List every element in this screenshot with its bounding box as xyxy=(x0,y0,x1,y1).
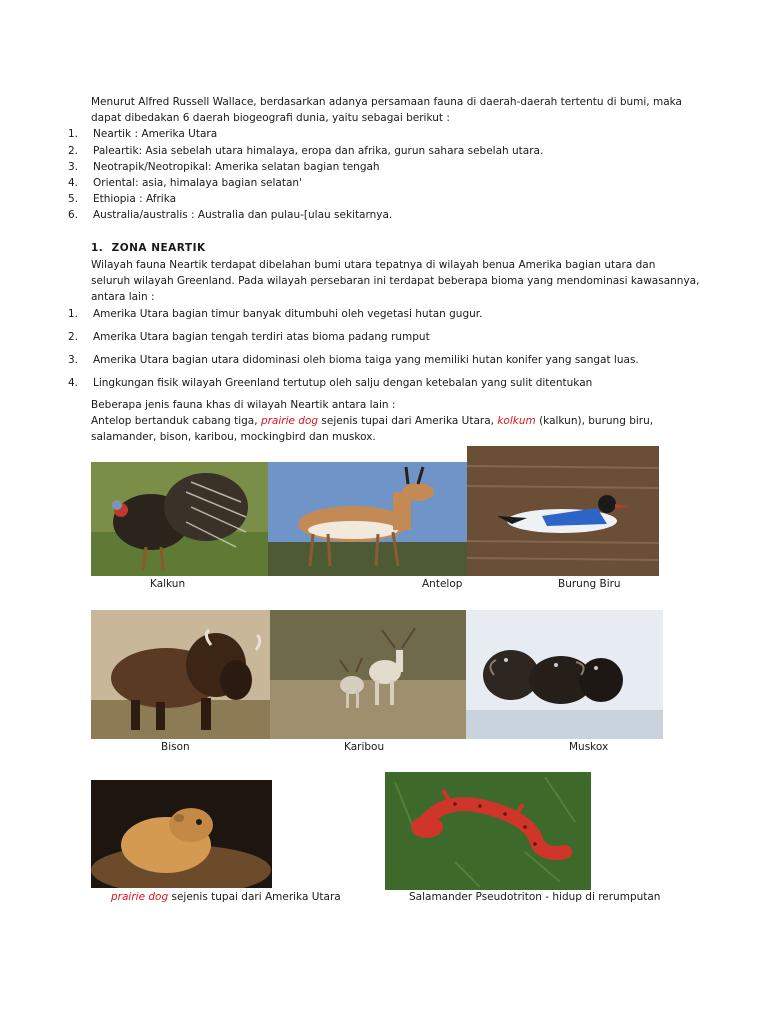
muskox-photo xyxy=(466,610,663,739)
region-text: Ethiopia : Afrika xyxy=(93,193,177,205)
intro-line-1: Menurut Alfred Russell Wallace, berdasarkan adanya persamaan fauna di daerah-daerah tertentu di bumi, maka xyxy=(91,96,682,108)
list-number: 4. xyxy=(68,177,79,189)
list-number: 1. xyxy=(68,308,79,320)
caribou-photo xyxy=(270,610,466,739)
bison-photo xyxy=(91,610,270,739)
section-title: ZONA NEARTIK xyxy=(111,242,206,254)
fauna-line-1 xyxy=(91,413,653,429)
caption-salamander: Salamander Pseudotriton - hidup di rerumputan xyxy=(409,891,661,903)
biome-text: Amerika Utara bagian tengah terdiri atas bioma padang rumput xyxy=(93,331,430,343)
list-number: 5. xyxy=(68,193,79,205)
caption-muskox: Muskox xyxy=(569,741,609,753)
section-heading xyxy=(91,240,206,256)
biome-text: Lingkungan fisik wilayah Greenland tertutup oleh salju dengan ketebalan yang sulit ditentukan xyxy=(93,377,593,389)
biome-text: Amerika Utara bagian timur banyak ditumbuhi oleh vegetasi hutan gugur. xyxy=(93,308,483,320)
region-text: Australia/australis : Australia dan pulau-[ulau sekitarnya. xyxy=(93,209,393,221)
fauna-intro: Beberapa jenis fauna khas di wilayah Neartik antara lain : xyxy=(91,399,396,411)
turkey-photo xyxy=(91,462,268,576)
blue-bird-photo xyxy=(467,446,659,576)
caption-antelop: Antelop xyxy=(422,578,463,590)
section-number: 1. xyxy=(91,242,104,254)
region-text: Neotrapik/Neotropikal: Amerika selatan bagian tengah xyxy=(93,161,380,173)
fauna-text: sejenis tupai dari Amerika Utara, xyxy=(321,415,494,427)
caption-burung-biru: Burung Biru xyxy=(558,578,621,590)
prairie-dog-photo xyxy=(91,780,272,888)
list-number: 4. xyxy=(68,377,79,389)
fauna-line-2: salamander, bison, karibou, mockingbird dan muskox. xyxy=(91,431,376,443)
salamander-photo xyxy=(385,772,591,890)
antelope-photo xyxy=(268,462,467,576)
region-text: Paleartik: Asia sebelah utara himalaya, eropa dan afrika, gurun sahara sebelah utara. xyxy=(93,145,544,157)
caption-prairie-highlight: prairie dog xyxy=(111,891,169,903)
caption-prairie-dog xyxy=(111,890,341,904)
region-text: Oriental: asia, himalaya bagian selatan' xyxy=(93,177,302,189)
biome-text: Amerika Utara bagian utara didominasi oleh bioma taiga yang memiliki hutan konifer yang sangat luas. xyxy=(93,354,639,366)
list-number: 3. xyxy=(68,161,79,173)
section-para-line-3: antara lain : xyxy=(91,291,155,303)
caption-kalkun: Kalkun xyxy=(150,578,186,590)
caption-bison: Bison xyxy=(161,741,190,753)
list-number: 6. xyxy=(68,209,79,221)
section-para-line-1: Wilayah fauna Neartik terdapat dibelahan bumi utara tepatnya di wilayah benua Amerika bagian utara dan xyxy=(91,259,656,271)
caption-prairie-rest: sejenis tupai dari Amerika Utara xyxy=(171,891,341,903)
highlight-kolkum: kolkum xyxy=(497,415,536,427)
list-number: 3. xyxy=(68,354,79,366)
fauna-text: (kalkun), burung biru, xyxy=(539,415,654,427)
list-number: 2. xyxy=(68,145,79,157)
highlight-prairie-dog: prairie dog xyxy=(260,415,319,427)
fauna-text: Antelop bertanduk cabang tiga, xyxy=(91,415,258,427)
list-number: 2. xyxy=(68,331,79,343)
intro-line-2: dapat dibedakan 6 daerah biogeografi dunia, yaitu sebagai berikut : xyxy=(91,112,450,124)
section-para-line-2: seluruh wilayah Greenland. Pada wilayah persebaran ini terdapat beberapa bioma yang mendominasi kawasannya, xyxy=(91,275,700,287)
list-number: 1. xyxy=(68,128,79,140)
caption-karibou: Karibou xyxy=(344,741,385,753)
region-text: Neartik : Amerika Utara xyxy=(93,128,218,140)
